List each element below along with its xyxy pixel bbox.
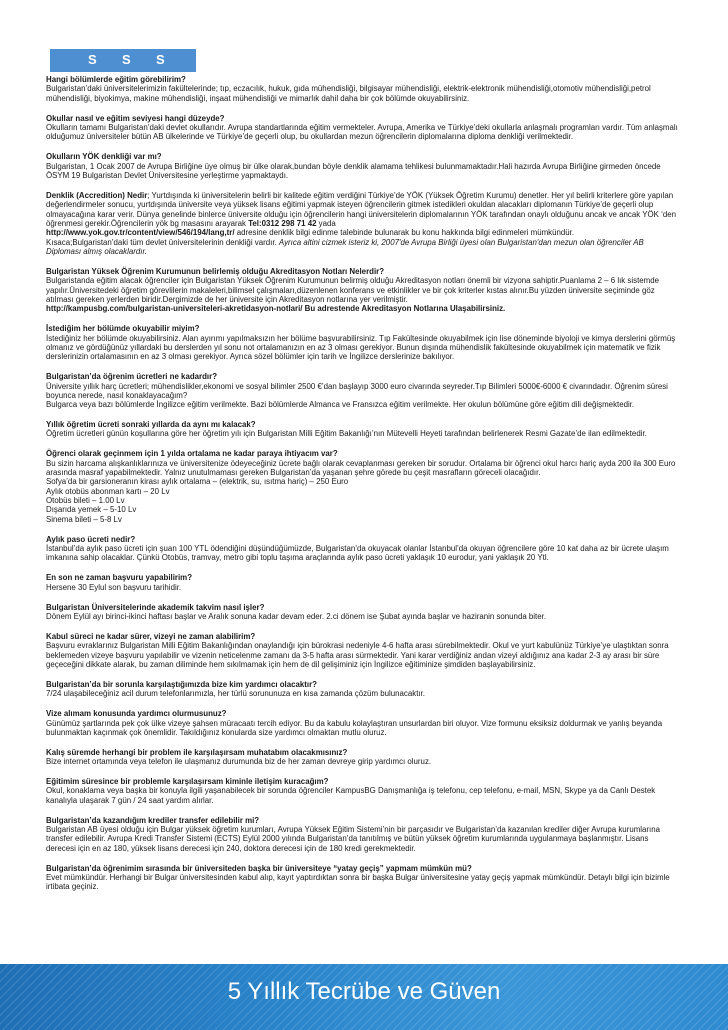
faq-answer: Bulgaristan AB üyesi olduğu için Bulgar yüksek öğretim kurumları, Avrupa Yüksek Eğitim Sistemi’nin bir parçasıdır ve Bulgaristan’da kazanılan krediler diğer Avrupa kurumlarına transfer edilebilir. Avrupa Kredi Transfer Sistemi (ECTS) Eylül 2000 yılında Bulgaristan’da tanıtılmış ve bütün yüksek öğretim kurumlarında uygulanmaya başlanmıştır. Lisans derecesi için en az 180, yüksek lisans derecesi için 240, doktora derecesi için de 180 kredi gerekmektedir. xyxy=(46,825,661,853)
faq-answer: Öğretim ücretleri günün koşullarına göre her öğretim yılı için Bulgaristan Milli Eğitim Bakanlığı’nın Mütevelli Heyeti tarafından belirlenerek Resmi Gazate’de ilan edilmektedir. xyxy=(46,429,647,439)
faq-content xyxy=(46,75,678,902)
denklik-body: ; Yurtdışında ki üniversitelerin belirli bir kalitede eğitim verdiğini Türkiye’de YÖK (Yüksek Öğretim Kurumu) denetler. Her yıl belirli kriterlere göre yapılan değerlendirmeler sonucu, yurtdışında üniversite veya yüksek lisans eğitimi yapmak isteyen öğrencilerin gitmek istedikleri okuldan alacakları diplomanın Türkiye’de geçerli olup olmayacağına karar verir. Dünya genelinde binlerce üniversite olduğu için öğrencilerin hangi üniversitelerin diplomalarının YÖK tarafından onaylı olduğunu ancak ve ancak YÖK ‘den öğrenmesi gerekir.Öğrencilerin yök bg masasını arayarak xyxy=(46,190,677,228)
faq-question: Kalış süremde herhangi bir problem ile karşılaşırsam muhatabım olacakmısınız? xyxy=(46,747,348,757)
faq-question: Bulgaristan’da bir sorunla karşılaştığımızda bize kim yardımcı olacaktır? xyxy=(46,679,318,689)
faq-answer: Başvuru evraklarınız Bulgaristan Milli Eğitim Bakanlığından onaylandığı için bürokrasi nedeniyle 4-6 hafta arası sürebilmektedir. Okul ve yurt kabulünüz Türkiye’ye ulaştıktan sonra beklemeden vizeye başvuru yapılabilir ve vizenin neticelenme zamanı da 3-5 hafta arası sürmektedir. Yani karar verdiğiniz andan vizeyi aldığınız ana kadar 2-3 ay arası bir süre geçeceğini dikkate alarak, bu zaman diliminde hem sıkılmamak için hem de dil gelişiminiz için İngilizce eğitiminize şimdiden başlayabilirsiniz. xyxy=(46,641,669,669)
faq-answer: Dışarıda yemek – 5-10 Lv xyxy=(46,505,137,515)
faq-question: Bulgaristan Yüksek Öğrenim Kurumunun belirlemiş olduğu Akreditasyon Notları Nelerdir? xyxy=(46,266,385,276)
faq-answer: Bulgaristan, 1 Ocak 2007 de Avrupa Birliğine üye olmuş bir ülke olarak,bundan böyle denklik alamama tehlikesi bulunmamaktadır.Hali hazırda Avrupa Birliğine girmeden öncede ÖSYM 19 Bulgaristan Devlet Üniversitesine yerleştirme yapmaktaydı. xyxy=(46,161,661,180)
faq-answer: Bize internet ortamında veya telefon ile ulaşmanız durumunda biz de her zaman devreye girip yardımcı oluruz. xyxy=(46,757,432,767)
faq-question: Bulgaristan’da öğrenimim sırasında bir üniversiteden başka bir üniversiteye “yatay geçiş” yapmam mümkün mü? xyxy=(46,863,472,873)
faq-answer: Günümüz şartlarında pek çok ülke vizeye şahsen müracaatı tercih ediyor. Bu da kabulu kolaylaştıran unsurlardan biri oluyor. Vize formunu eksiksiz doldurmak ve yanlış beyanda bulunmaktan kaçınmak çok önemlidir. Takıldığınız konularda size yardımcı olmaktan mutlu oluruz. xyxy=(46,718,663,737)
faq-answer: Sinema bileti – 5-8 Lv xyxy=(46,514,122,524)
faq-answer: Dönem Eylül ayı birinci-ikinci haftası başlar ve Aralık sonuna kadar devam eder. 2.ci dönem ise Şubat ayında başlar ve haziranin sonunda biter. xyxy=(46,612,547,621)
faq-answer: Bulgaristan’daki üniversitelerimizin fakültelerinde; tıp, eczacılık, hukuk, gıda mühendisliği, bilgisayar mühendisliği, elektrik-elektronik mühendisliği,otomotiv mühendisliği,petrol mühendisliği, biyokimya, makine mühendisliği, inşaat mühendisliği ve mimarlık dahil daha bir çok bölümde okuyabilirsiniz. xyxy=(46,84,651,103)
faq-item xyxy=(46,816,678,853)
denklik-tel-after: yada xyxy=(316,218,336,228)
faq-item xyxy=(46,267,678,314)
denklik-lead: Denklik (Accredition) Nedir xyxy=(46,190,148,200)
faq-answer: Bu sizin harcama alışkanlıklarınıza ve üniversitenize ödeyeceğiniz ücrete bağlı olarak cevaplanması gereken bir sorudur. Ortalama bir öğrenci okul harcı hariç ayda 200 ila 300 Euro arasında masraf yapabilmektedir. Yalnız unutulmaması gereken Bulgaristan’da yaşanan şehre görede bu çeşit masrafların göreceli olacağıdır. xyxy=(46,458,676,478)
faq-question: En son ne zaman başvuru yapabilirim? xyxy=(46,573,193,583)
denklik-last: Kısaca;Bulgaristan’daki tüm devlet üniversitelerinin denkliği vardır. xyxy=(46,237,279,247)
faq-answer xyxy=(46,191,678,256)
faq-item xyxy=(46,449,678,524)
faq-item xyxy=(46,420,678,439)
faq-item xyxy=(46,372,678,409)
badge-letter: S xyxy=(156,52,165,67)
faq-item xyxy=(46,535,678,563)
faq-question: Bulgaristan’da öğrenim ücretleri ne kadardır? xyxy=(46,372,218,382)
denklik-url-after: adresine denklik bilgi edinme talebinde bulunarak bu konu hakkında bilgi edinmeleri mümkündür. xyxy=(234,228,575,238)
faq-question: Bulgaristan’da kazandığım krediler transfer edilebilir mi? xyxy=(46,815,260,825)
faq-question: İstediğim her bölümde okuyabilir miyim? xyxy=(46,324,200,334)
faq-answer: Aylık otobüs abonman kartı – 20 Lv xyxy=(46,486,170,496)
faq-question: Hangi bölümlerde eğitim görebilirim? xyxy=(46,75,186,84)
faq-answer: Okulların tamamı Bulgaristan’daki devlet okullarıdır. Avrupa standartlarında eğitim vermekteler. Avrupa, Amerika ve Türkiye’deki okullarla anlaşmalı programları vardır. Tüm anlaşmalı olduğumuz üniversiteler bütün AB ülkelerinde ve Türkiye’de geçerli olup, bu okullardan mezun öğrencilerin diplomalarına diploma denkliği verilmektedir. xyxy=(46,122,678,142)
faq-question: Öğrenci olarak geçinmem için 1 yılda ortalama ne kadar paraya ihtiyacım var? xyxy=(46,449,338,459)
faq-answer: Hersene 30 Eylul son başvuru tarihidir. xyxy=(46,582,182,592)
faq-question: Aylık paso ücreti nedir? xyxy=(46,534,136,544)
faq-answer: Evet mümkündür. Herhangi bir Bulgar üniversitesinden kabul alıp, kayıt yaptırdıktan sonra bir başka Bulgar üniversitesine yatay geçiş yapmak mümkündür. Detaylı bilgi için bizimle irtibata geçiniz. xyxy=(46,873,670,892)
faq-question: Okullar nasıl ve eğitim seviyesi hangi düzeyde? xyxy=(46,113,225,123)
faq-question: Vize alımam konusunda yardımcı olurmusunuz? xyxy=(46,709,227,719)
faq-item xyxy=(46,632,678,669)
faq-item xyxy=(46,114,678,142)
faq-item xyxy=(46,864,678,892)
badge-letter: S xyxy=(122,52,131,67)
footer-banner xyxy=(0,964,728,1030)
faq-answer: Üniversite yıllık harç ücretleri; mühendislikler,ekonomi ve sosyal bilimler 2500 €’dan başlayıp 3000 euro civarında seyreder.Tıp Bilimleri 5000€-6000 € civarındadır. Öğrenim süresi boyunca nerede, nasıl konaklayacağım? xyxy=(46,381,668,400)
faq-answer: Sofya’da bir garsioneranın kirası aylık ortalama – (elektrik, su, ısıtma hariç) – 250 Euro xyxy=(46,477,349,487)
footer-slogan: 5 Yıllık Tecrübe ve Güven xyxy=(227,978,501,1005)
faq-item xyxy=(46,748,678,767)
badge-letter: S xyxy=(88,52,97,67)
faq-item xyxy=(46,680,678,699)
yok-url-link[interactable]: http://www.yok.gov.tr/content/view/546/194/lang,tr/ xyxy=(46,228,235,238)
faq-answer: Okul, konaklama veya başka bir konuyla ilgili yaşanabilecek bir sorunda öğrenciler KampusBG Danışmanlığa iş telefonu, cep telefonu, e-mail, MSN, Skype ya da Canlı Destek kanalıyla ulaşarak 7 gün / 24 saat yardım alırlar. xyxy=(46,786,656,805)
faq-question: Eğitimim süresince bir problemle karşılaşırsam kiminle iletişim kuracağım? xyxy=(46,777,329,787)
faq-item-denklik xyxy=(46,191,678,256)
faq-answer: İstanbul’da aylık paso ücreti için şuan 100 YTL ödendiğini düşündüğümüzde, Bulgaristan’da okuyacak olanlar İstanbul’da okuyan öğrencilere göre 10 kat daha az bir ücrete ulaşım imkanına sahip olacaklar. Çünkü Otobüs, tramvay, metro gibi toplu taşıma araçlarında aylık paso ücreti yaklaşık 10 eurodur, yani yaklaşık 20 Ytl. xyxy=(46,544,669,563)
faq-item xyxy=(46,324,678,361)
faq-item xyxy=(46,573,678,592)
denklik-last-italic: Ayrıca altini cizmek isteriz ki, 2007'de Avrupa Birliği üyesi olan Bulgaristan'dan mezun olan öğrenciler AB Diploması almış olacaklardır. xyxy=(46,237,644,256)
faq-item xyxy=(46,777,678,805)
faq-question: Yıllık öğretim ücreti sonraki yıllarda da aynı mı kalacak? xyxy=(46,420,256,430)
faq-item xyxy=(46,75,678,103)
faq-answer: Bulgaristanda eğitim alacak öğrenciler için Bulgaristan Yüksek Öğrenim Kurumunun belirmiş olduğu Akreditasyon notları önemli bir vizyona sahiptir.Puanlama 2 – 6 lık sistemde yapılır.Üniversitedeki öğretim görevlilerin makaleleri,bilimsel çalışmaları,düzenlenen konferans ve etkinlikler ve bir çok kriterler kıstas alınır.Bu yüzden üniversite seçiminde göz atılması gereken yerlerden biridir.Dergimizde de her üniversite için Akreditasyon notlarına yer verilmiştir. xyxy=(46,276,660,304)
faq-question: Bulgaristan Üniversitelerinde akademik takvim nasıl işler? xyxy=(46,602,265,612)
akreditasyon-link[interactable]: http://kampusbg.com/bulgaristan-universiteleri-akretidasyon-notlari/ Bu adrestende Akreditasyon Notlarına Ulaşabilirsiniz. xyxy=(46,304,506,314)
faq-answer: Bulgarca veya bazı bölümlerde İngilizce eğitim verilmekte. Bazi bölümlerde Almanca ve Fransızca eğitim verilmekte. Her okulun bölümüne göre eğitim dili değişmektedir. xyxy=(46,400,635,410)
faq-question: Okulların YÖK denkliği var mı? xyxy=(46,152,162,162)
faq-item xyxy=(46,603,678,622)
faq-question: Kabul süreci ne kadar sürer, vizeyi ne zaman alabilirim? xyxy=(46,631,256,641)
faq-item xyxy=(46,709,678,737)
sss-badge xyxy=(50,49,196,72)
yok-phone: Tel:0312 298 71 42 xyxy=(248,218,317,228)
faq-item xyxy=(46,152,678,180)
faq-answer: 7/24 ulaşabileceğiniz acil durum telefonlarımızla, her türlü sorununuza en kısa zamanda çözüm bulunacaktır. xyxy=(46,689,425,699)
faq-answer: Otobüs bileti – 1.00 Lv xyxy=(46,496,125,506)
faq-answer: İstediğiniz her bölümde okuyabilirsiniz. Alan ayırımı yapılmaksızın her bölüme başvurabilirsiniz. Tıp Fakültesinde okuyabilmek için lise döneminde biyoloji ve kimya derslerini görmüş olmanız ve gördüğünüz yıllardaki bu derslerden yıl sonu not ortalamanızın en az 3 olması gerekiyor. Bunun dışında mühendislik fakültesinde okuyabilmek için matematik ve fizik derslerinizin ortalamasının en az 3 olması gerekiyor. Ayrıca sözel bölümler için tarih ve İngilizce derslerinize bakılıyor. xyxy=(46,333,676,362)
